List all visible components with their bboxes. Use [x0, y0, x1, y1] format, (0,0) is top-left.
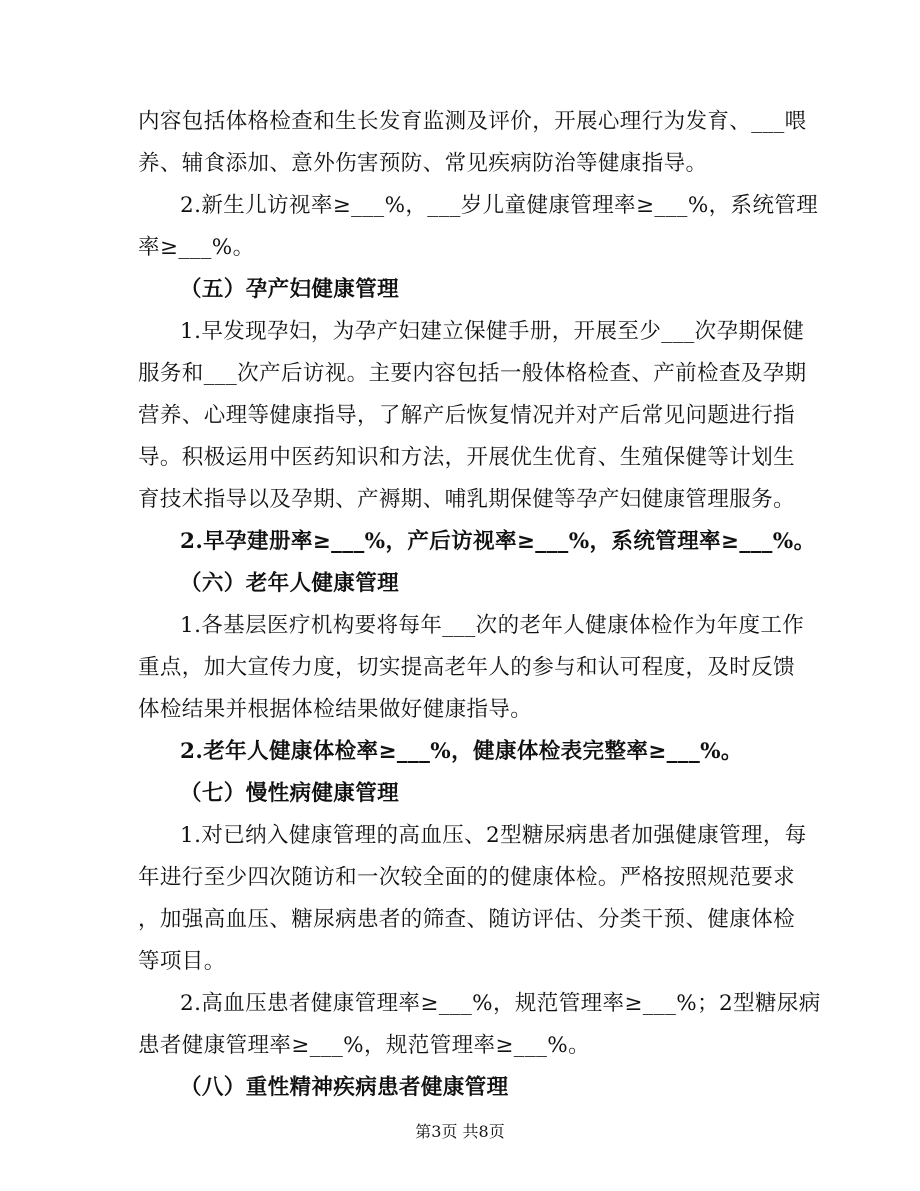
body-text-line: 内容包括体格检查和生长发育监测及评价，开展心理行为发育、___喂 — [138, 109, 807, 134]
target-rates-line: 2.早孕建册率≥___%，产后访视率≥___%，系统管理率≥___%。 — [180, 529, 816, 554]
target-rates-line: 2.老年人健康体检率≥___%，健康体检表完整率≥___%。 — [180, 739, 743, 764]
body-text-line: 2.新生儿访视率≥___%，___岁儿童健康管理率≥___%，系统管理 — [180, 193, 819, 218]
body-text-line: ，加强高血压、糖尿病患者的筛查、随访评估、分类干预、健康体检 — [138, 907, 796, 932]
body-text-line: 育技术指导以及孕期、产褥期、哺乳期保健等孕产妇健康管理服务。 — [138, 487, 796, 512]
section-heading: （七）慢性病健康管理 — [180, 781, 400, 806]
body-text-line: 患者健康管理率≥___%，规范管理率≥___%。 — [138, 1033, 590, 1058]
section-heading: （八）重性精神疾病患者健康管理 — [180, 1075, 509, 1100]
body-text-line: 年进行至少四次随访和一次较全面的的健康体检。严格按照规范要求 — [138, 865, 796, 890]
body-text-line: 等项目。 — [138, 949, 226, 974]
body-text-line: 体检结果并根据体检结果做好健康指导。 — [138, 697, 533, 722]
body-text-line: 重点，加大宣传力度，切实提高老年人的参与和认可程度，及时反馈 — [138, 655, 796, 680]
body-text-line: 导。积极运用中医药知识和方法，开展优生优育、生殖保健等计划生 — [138, 445, 796, 470]
body-text-line: 2.高血压患者健康管理率≥___%，规范管理率≥___%；2型糖尿病 — [180, 991, 821, 1016]
body-text-line: 营养、心理等健康指导，了解产后恢复情况并对产后常见问题进行指 — [138, 403, 796, 428]
body-text-line: 养、辅食添加、意外伤害预防、常见疾病防治等健康指导。 — [138, 151, 708, 176]
body-text-line: 1.对已纳入健康管理的高血压、2型糖尿病患者加强健康管理，每 — [180, 823, 807, 848]
page-number-footer: 第3页 共8页 — [415, 1122, 505, 1141]
body-text-line: 服务和___次产后访视。主要内容包括一般体格检查、产前检查及孕期 — [138, 361, 807, 386]
section-heading: （六）老年人健康管理 — [180, 571, 400, 596]
body-text-line: 1.早发现孕妇，为孕产妇建立保健手册，开展至少___次孕期保健 — [180, 319, 805, 344]
body-text-line: 1.各基层医疗机构要将每年___次的老年人健康体检作为年度工作 — [180, 613, 805, 638]
section-heading: （五）孕产妇健康管理 — [180, 277, 400, 302]
body-text-line: 率≥___%。 — [138, 235, 255, 260]
